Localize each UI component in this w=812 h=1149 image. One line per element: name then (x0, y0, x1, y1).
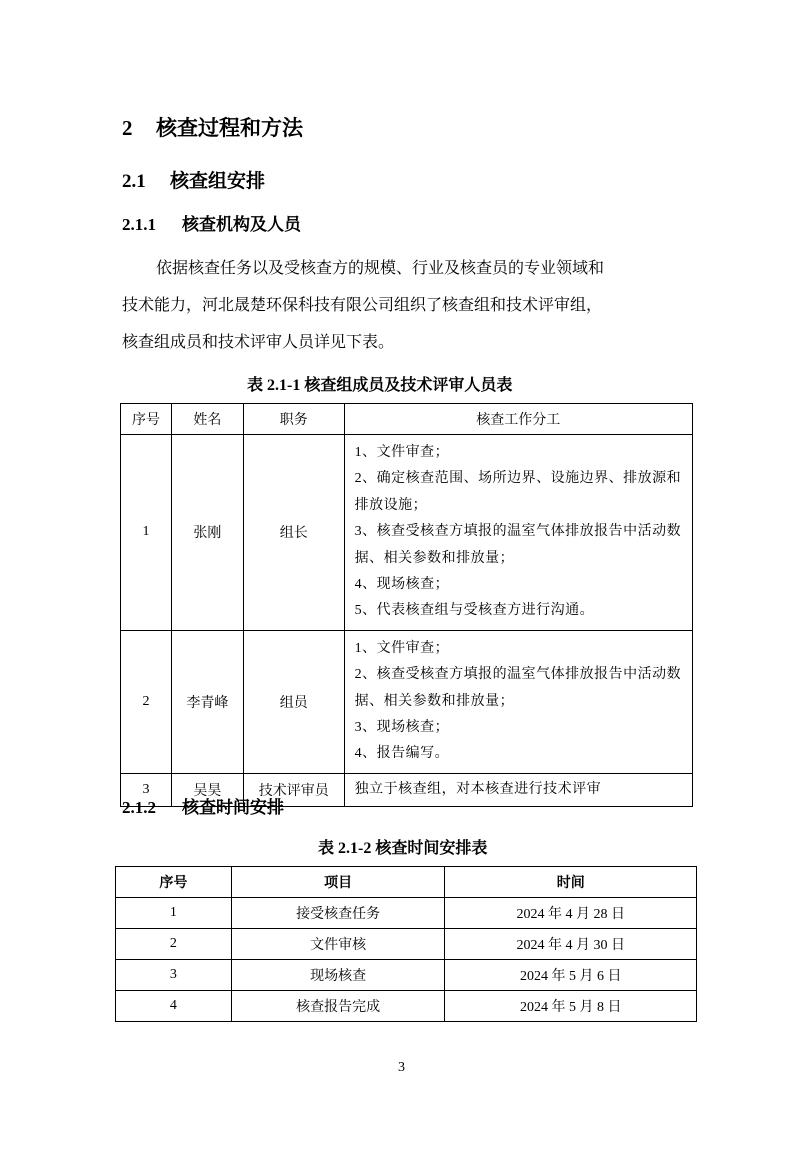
duty-list (344, 630, 692, 773)
table-header-row (121, 404, 693, 435)
header-cell: 姓名 (171, 404, 243, 435)
duty-item: 1、文件审查； (354, 640, 450, 656)
subsection-heading (122, 166, 265, 193)
subsubsection-heading-2 (122, 793, 284, 818)
subsubsection-title: 核查时间安排 (182, 798, 284, 817)
duty-item: 4、现场核查； (354, 577, 450, 593)
subsection-title: 核查组安排 (170, 171, 266, 192)
member-name: 吴昊 (171, 773, 243, 806)
member-name: 李青峰 (171, 630, 243, 773)
duty-item: 独立于核查组，对本核查进行技术评审 (354, 781, 602, 797)
table2-caption: 表 2.1-2 核查时间安排表 (318, 840, 488, 857)
subsubsection-number: 2.1.2 (122, 798, 156, 817)
member-role: 组长 (243, 435, 344, 631)
table-row (116, 898, 697, 929)
header-cell: 序号 (116, 867, 232, 898)
row-number: 2 (121, 630, 172, 773)
table-row (116, 991, 697, 1022)
duty-item: 4、报告编写。 (354, 746, 450, 762)
duty-item: 2、确定核查范围、场所边界、设施边界、排放源和排放设施； (354, 471, 682, 513)
schedule-item: 接受核查任务 (231, 898, 445, 929)
row-number: 3 (116, 960, 232, 991)
header-cell: 项目 (231, 867, 445, 898)
schedule-date: 2024 年 4 月 28 日 (445, 898, 697, 929)
schedule-item: 现场核查 (231, 960, 445, 991)
section-number: 2 (122, 116, 133, 140)
row-number: 3 (121, 773, 172, 806)
schedule-date: 2024 年 5 月 8 日 (445, 991, 697, 1022)
section-title: 核查过程和方法 (156, 116, 303, 140)
subsubsection-heading-1 (122, 210, 301, 235)
table-header-row (116, 867, 697, 898)
row-number: 4 (116, 991, 232, 1022)
table1-caption: 表 2.1-1 核查组成员及技术评审人员表 (247, 377, 513, 394)
duty-list (344, 435, 692, 631)
schedule-date: 2024 年 4 月 30 日 (445, 929, 697, 960)
team-table (120, 403, 693, 807)
duty-item: 3、核查受核查方填报的温室气体排放报告中活动数据、相关参数和排放量； (354, 524, 682, 566)
subsubsection-title: 核查机构及人员 (182, 215, 301, 234)
member-role: 技术评审员 (243, 773, 344, 806)
table-row (116, 929, 697, 960)
row-number: 1 (121, 435, 172, 631)
paragraph-line: 依据核查任务以及受核查方的规模、行业及核查员的专业领域和 (156, 260, 605, 277)
paragraph-line: 核查组成员和技术评审人员详见下表。 (122, 334, 395, 351)
table-row (121, 630, 693, 773)
table-row (116, 960, 697, 991)
body-paragraph (122, 250, 692, 361)
subsubsection-number: 2.1.1 (122, 215, 156, 234)
header-cell: 核查工作分工 (344, 404, 692, 435)
schedule-table (115, 866, 697, 1022)
header-cell: 时间 (445, 867, 697, 898)
duty-item: 2、核查受核查方填报的温室气体排放报告中活动数据、相关参数和排放量； (354, 667, 682, 709)
row-number: 1 (116, 898, 232, 929)
page-number: 3 (398, 1060, 405, 1075)
duty-list (344, 773, 692, 806)
schedule-date: 2024 年 5 月 6 日 (445, 960, 697, 991)
header-cell: 职务 (243, 404, 344, 435)
table-row (121, 435, 693, 631)
member-name: 张刚 (171, 435, 243, 631)
member-role: 组员 (243, 630, 344, 773)
duty-item: 3、现场核查； (354, 720, 450, 736)
duty-item: 1、文件审查； (354, 445, 450, 460)
header-cell: 序号 (121, 404, 172, 435)
subsection-number: 2.1 (122, 171, 146, 192)
paragraph-line: 技术能力，河北晟楚环保科技有限公司组织了核查组和技术评审组， (122, 297, 603, 314)
duty-item: 5、代表核查组与受核查方进行沟通。 (354, 603, 595, 619)
schedule-item: 核查报告完成 (231, 991, 445, 1022)
section-heading (122, 112, 303, 142)
row-number: 2 (116, 929, 232, 960)
schedule-item: 文件审核 (231, 929, 445, 960)
